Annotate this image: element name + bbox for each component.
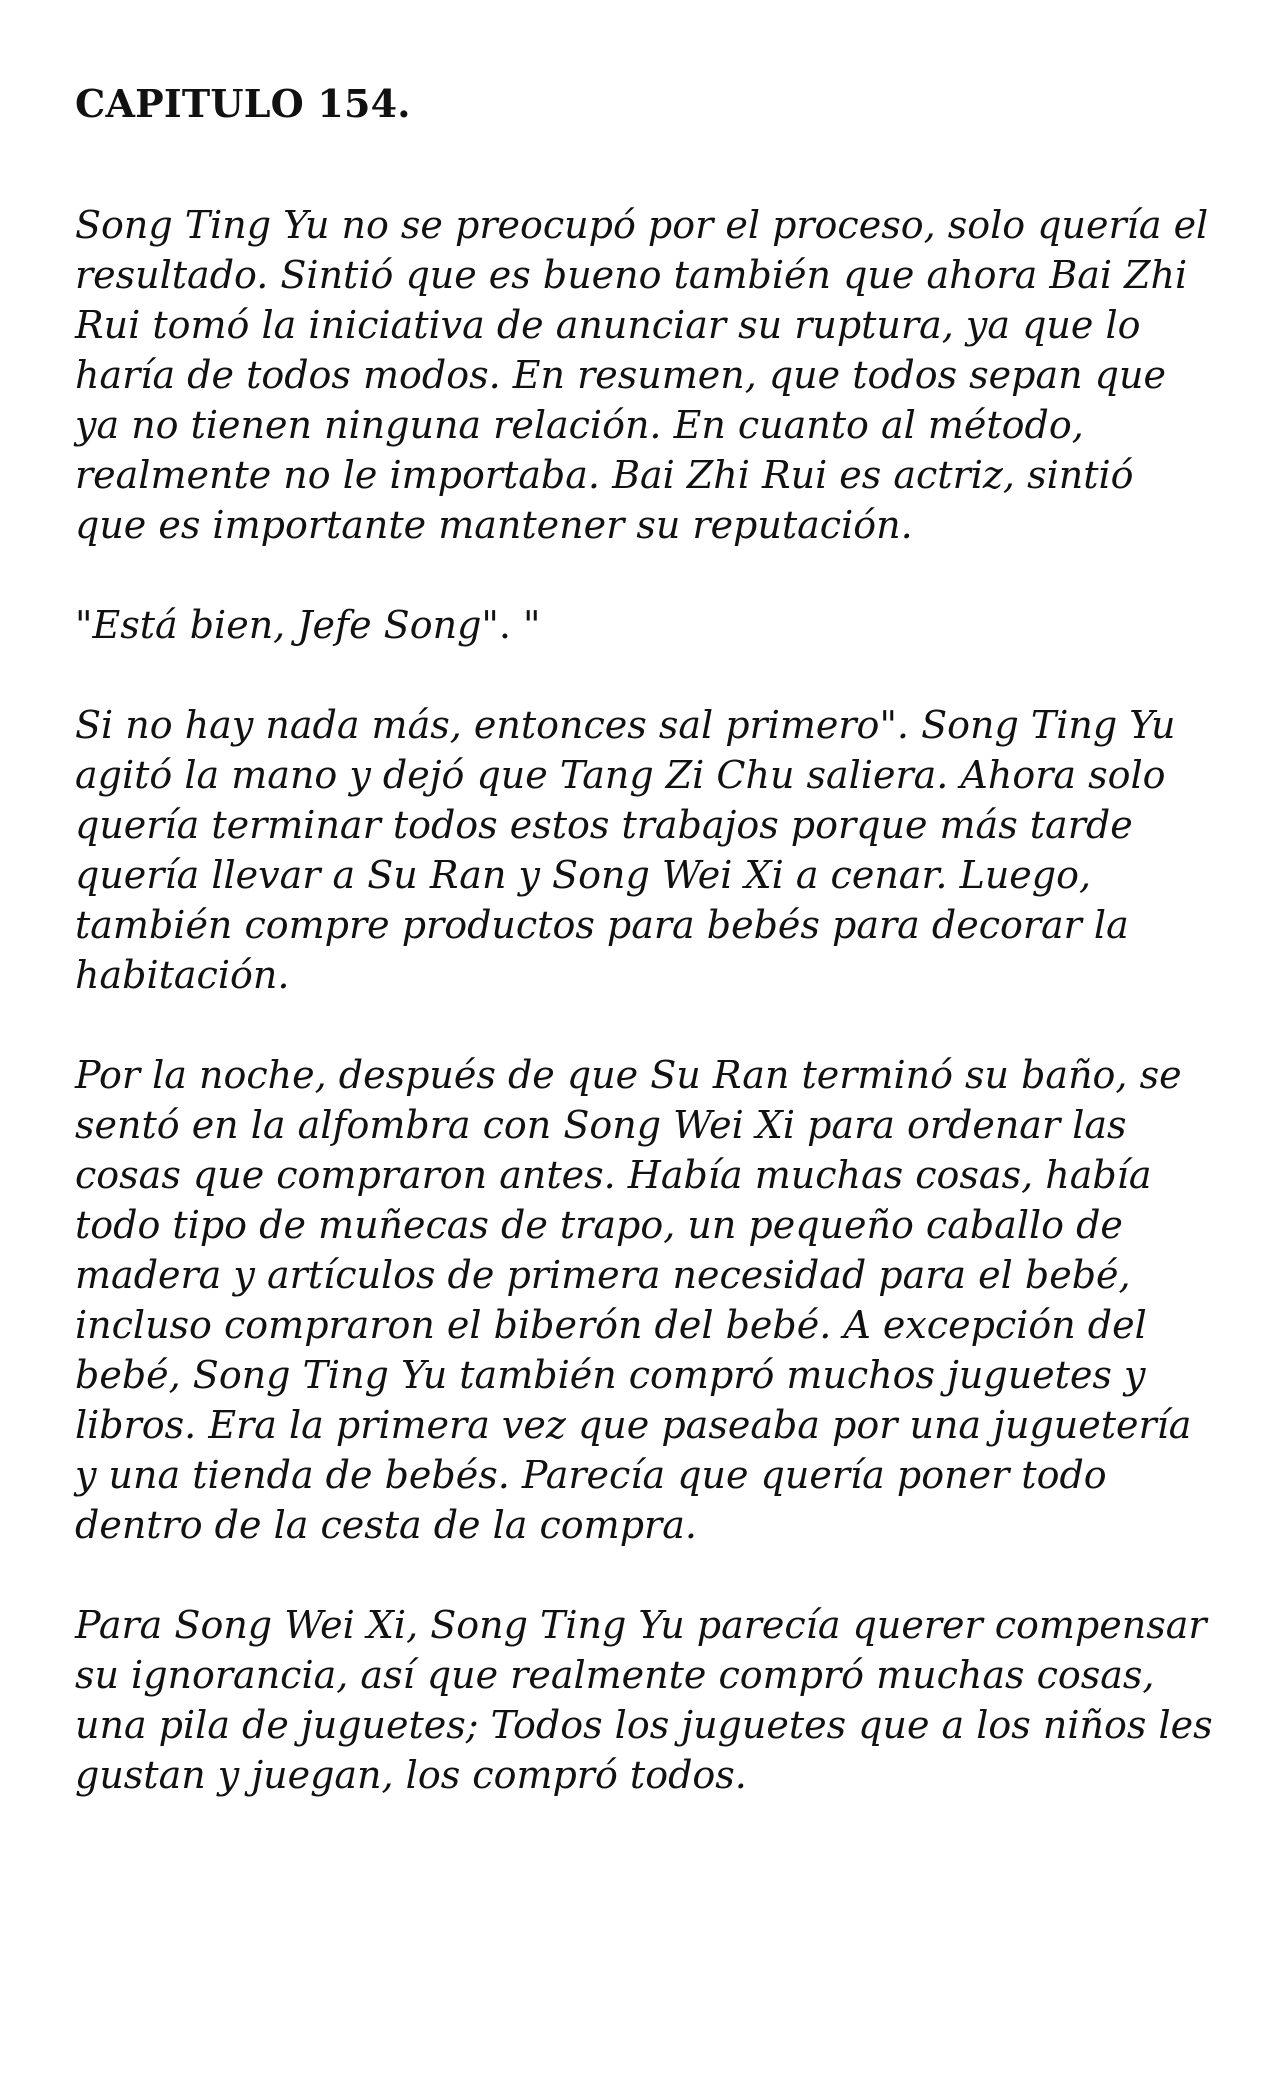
chapter-title: CAPITULO 154. (75, 81, 411, 126)
dialogue-close-quote: ". " (481, 603, 541, 647)
chapter-body (75, 200, 1215, 1850)
dialogue-open-quote: " (75, 603, 93, 647)
dialogue-line (75, 600, 1215, 650)
paragraph-4: Para Song Wei Xi, Song Ting Yu parecía querer compensar su ignorancia, así que realmente compró muchas cosas, una pila de juguetes; Todos los juguetes que a los niños les gustan y juegan, los compró todos. (75, 1603, 1213, 1797)
paragraph-1: Song Ting Yu no se preocupó por el proceso, solo quería el resultado. Sintió que es bueno también que ahora Bai Zhi Rui tomó la iniciativa de anunciar su ruptura, ya que lo haría de todos modos. En resumen, que todos sepan que ya no tienen ninguna relación. En cuanto al método, realmente no le importaba. Bai Zhi Rui es actriz, sintió que es importante mantener su reputación. (75, 203, 1209, 547)
dialogue-text: Está bien, Jefe Song (92, 603, 482, 647)
paragraph-2: Si no hay nada más, entonces sal primero". Song Ting Yu agitó la mano y dejó que Tang Zi Chu saliera. Ahora solo quería terminar todos estos trabajos porque más tarde quería llevar a Su Ran y Song Wei Xi a cenar. Luego, también compre productos para bebés para decorar la habitación. (75, 703, 1176, 997)
paragraph-3: Por la noche, después de que Su Ran terminó su baño, se sentó en la alfombra con Song Wei Xi para ordenar las cosas que compraron antes. Había muchas cosas, había todo tipo de muñecas de trapo, un pequeño caballo de madera y artículos de primera necesidad para el bebé, incluso compraron el biberón del bebé. A excepción del bebé, Song Ting Yu también compró muchos juguetes y libros. Era la primera vez que paseaba por una juguetería y una tienda de bebés. Parecía que quería poner todo dentro de la cesta de la compra. (75, 1053, 1192, 1547)
